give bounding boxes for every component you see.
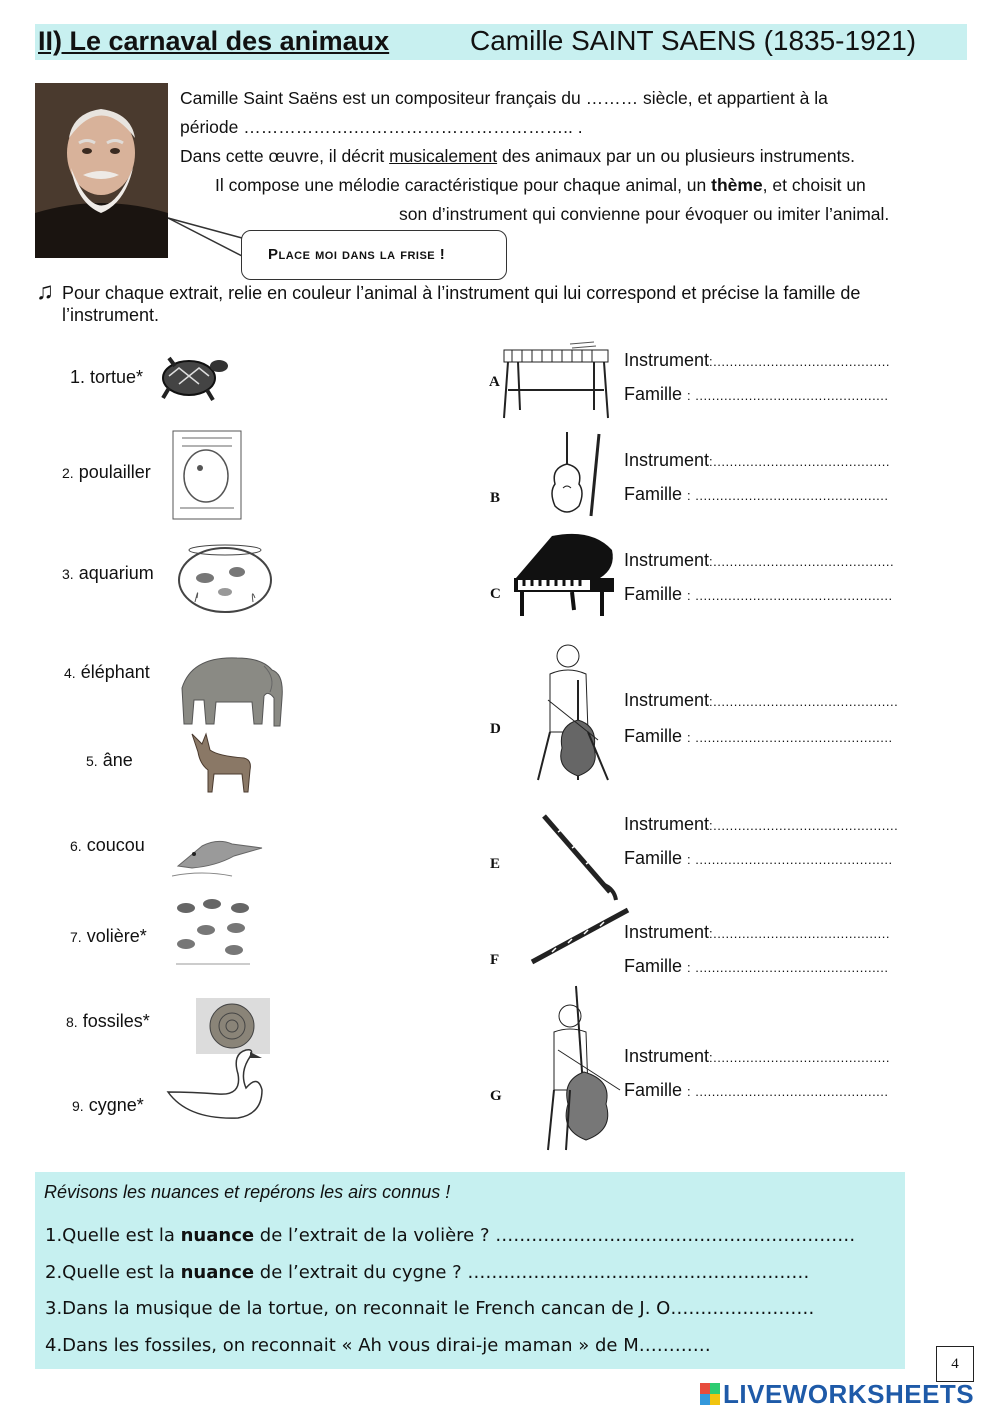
cellist-image: [528, 640, 618, 788]
letter-f: F: [490, 952, 500, 968]
aviary-birds-image: [170, 894, 254, 968]
composer-portrait: [35, 83, 168, 258]
letter-a: A: [489, 374, 500, 390]
famille-line-b[interactable]: Famille : ...............................................: [624, 484, 889, 504]
animal-label-cygne: 9. cygne*: [72, 1095, 144, 1115]
revision-title: Révisons les nuances et repérons les airs connus !: [44, 1182, 451, 1202]
intro-line-3: Dans cette œuvre, il décrit musicalement des animaux par un ou plusieurs instruments.: [180, 146, 856, 166]
swan-image: [148, 1044, 270, 1128]
instrument-line-b[interactable]: Instrument:...........................................: [624, 450, 890, 470]
animal-label-poulailler: 2. poulailler: [62, 462, 151, 482]
animal-label-tortue: 1. tortue*: [70, 367, 144, 387]
famille-line-a[interactable]: Famille : ...............................................: [624, 384, 889, 404]
music-note-icon: ♫: [36, 278, 54, 305]
animal-label-coucou: 6. coucou: [70, 835, 145, 855]
instrument-line-e[interactable]: Instrument:.............................................: [624, 814, 899, 834]
intro-line-1: Camille Saint Saëns est un compositeur français du ……… siècle, et appartient à la: [180, 88, 828, 108]
instrument-line-f[interactable]: Instrument:...........................................: [624, 922, 890, 942]
donkey-image: [190, 730, 256, 794]
xylophone-image: [498, 340, 616, 424]
flute-image: [528, 904, 632, 968]
letter-c: C: [490, 586, 501, 602]
intro-line-2: période ……………….……………………………….. .: [180, 117, 583, 137]
piano-image: [512, 528, 618, 620]
letter-e: E: [490, 856, 501, 872]
animal-label-voliere: 7. volière*: [70, 926, 147, 946]
intro-line-5: son d’instrument qui convienne pour évoquer ou imiter l’animal.: [399, 204, 890, 224]
violin-flute-image: [545, 428, 617, 520]
turtle-image: [155, 348, 230, 406]
famille-line-f[interactable]: Famille : ...............................................: [624, 956, 889, 976]
letter-b: B: [490, 490, 501, 506]
page-number: 4: [936, 1346, 974, 1382]
revision-question-2[interactable]: 2.Quelle est la nuance de l’extrait du cygne ? …………………………………………………: [45, 1262, 810, 1283]
animal-label-aquarium: 3. aquarium: [62, 563, 154, 583]
liveworksheets-brand: [700, 1378, 974, 1410]
instruction-line-1: Pour chaque extrait, relie en couleur l’animal à l’instrument qui lui correspond et précise la famille de: [62, 283, 861, 303]
callout-text: Place moi dans la frise !: [268, 246, 446, 263]
intro-line-4: Il compose une mélodie caractéristique pour chaque animal, un thème, et choisit un: [215, 175, 866, 195]
elephant-image: [172, 648, 294, 730]
animal-label-ane: 5. âne: [86, 750, 133, 770]
instrument-line-a[interactable]: Instrument:...........................................: [624, 350, 890, 370]
clarinet-image: [538, 810, 622, 902]
liveworksheets-logo-icon: [700, 1383, 720, 1405]
animal-label-fossiles: 8. fossiles*: [66, 1011, 150, 1031]
letter-g: G: [490, 1088, 502, 1104]
aquarium-image: [175, 542, 275, 614]
famille-line-c[interactable]: Famille : ................................................: [624, 584, 893, 604]
cuckoo-image: [172, 826, 264, 878]
section-title: II) Le carnaval des animaux: [38, 26, 390, 56]
revision-question-3[interactable]: 3.Dans la musique de la tortue, on reconnait le French cancan de J. O……………………: [45, 1298, 815, 1319]
revision-question-1[interactable]: 1.Quelle est la nuance de l’extrait de la volière ? ……………………………………………………: [45, 1225, 856, 1246]
instrument-line-c[interactable]: Instrument:............................................: [624, 550, 895, 570]
famille-line-e[interactable]: Famille : ................................................: [624, 848, 893, 868]
henhouse-image: [170, 428, 245, 523]
double-bass-player-image: [540, 980, 640, 1156]
revision-question-4[interactable]: 4.Dans les fossiles, on reconnait « Ah vous dirai-je maman » de M…………: [45, 1335, 711, 1356]
brand-text: LIVEWORKSHEETS: [723, 1378, 975, 1409]
animal-label-elephant: 4. éléphant: [64, 662, 150, 682]
letter-d: D: [490, 721, 501, 737]
famille-line-g[interactable]: Famille : ...............................................: [624, 1080, 889, 1100]
instrument-line-g[interactable]: Instrument:...........................................: [624, 1046, 890, 1066]
composer-title: Camille SAINT SAENS (1835-1921): [470, 25, 917, 56]
instrument-line-d[interactable]: Instrument:.............................................: [624, 690, 899, 710]
instruction-line-2: l’instrument.: [62, 305, 160, 325]
famille-line-d[interactable]: Famille : ................................................: [624, 726, 893, 746]
